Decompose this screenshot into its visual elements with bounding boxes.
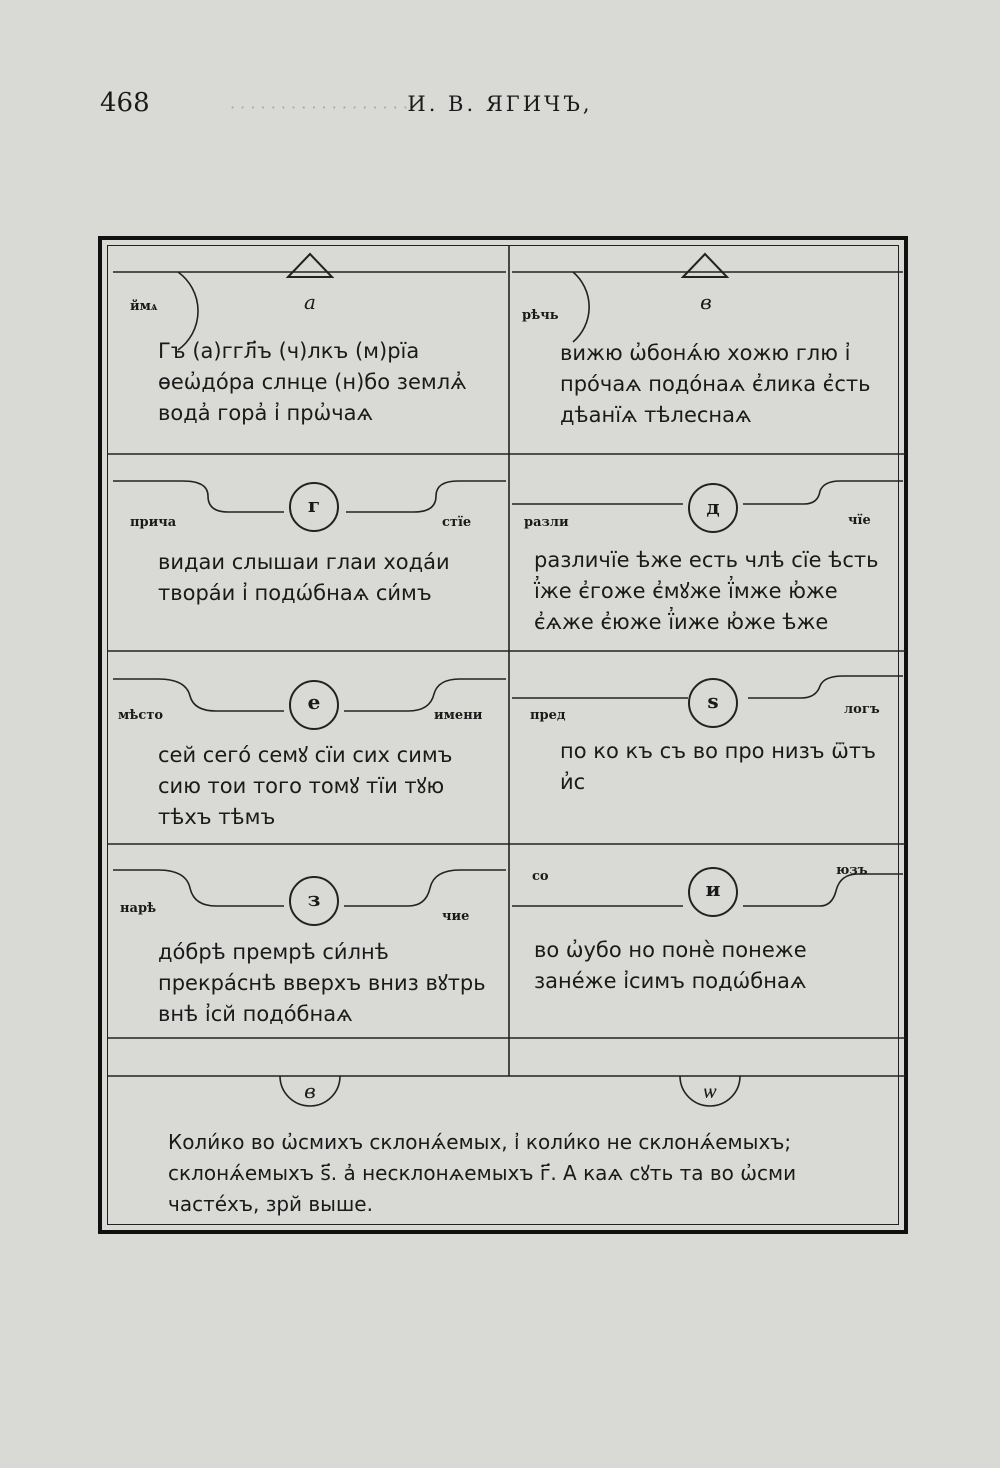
symbol-e: е [307,690,321,714]
symbol-bottom-left: в [304,1079,316,1103]
cell-text: по ко къ съ во про низъ ѿтъ и҆с [560,739,876,794]
cell-conjunctions [510,845,905,1037]
cell-text: различїе ѣже есть члѣ сїе ѣсть ї҆же є҆гоже є҆мꙋже ї҆мже ю҆же є҆ѧже є҆юже ї҆иже ю҆же ѣже [534,548,879,634]
cell-label-left: разли [524,515,569,530]
cell-article [510,455,905,650]
cell-text: Гъ (а)ггл҃ъ (ч)лкъ (м)рїа ѳеѡ҆дóра слнце (н)бо землѧ҆ вода҆ гора҆ і҆ прѡ҆чаѧ [158,339,467,425]
cell-text: сей сего́ семꙋ сїи сих симъ сию тои того томꙋ тїи тꙋю тѣхъ тѣмъ [158,743,453,829]
cell-text: вижю ѡ҆бонѧ́ю хожю глю і҆ про́чаѧ подо́наѧ є҆лика є҆сть дѣанїѧ тѣлеснаѧ [560,341,871,427]
cell-label-right: имени [434,708,483,723]
page-number: 468 [100,88,150,118]
cell-label-right: логъ [844,702,880,717]
cell-adverbs [108,845,508,1037]
symbol-z: з [307,887,321,911]
table-inner-border [107,245,899,1225]
cell-label-right: стїе [442,515,472,530]
table-frame [98,236,908,1234]
symbol-v: в [700,290,712,314]
running-head: И. В. ЯГИЧЪ, [407,92,593,116]
cell-participles [108,455,508,650]
summary-text: Коли́ко во ѡ҆смихъ склонѧ́емых, і҆ коли́ко не склонѧ́емыхъ; склонѧ́емыхъ ѕ҃. а҆ несклонѧемыхъ г҃. А каѧ сꙋть та во ѡ҆сми частéхъ, зрй выше. [168,1130,797,1216]
cell-label-right: юзъ [836,863,868,878]
cell-text: до́брѣ премрѣ си́лнѣ прекрáснѣ вверхъ вниз вꙋтрь внѣ і҆сй подо́бнаѧ [158,940,486,1026]
cell-label-left: прича [130,515,177,530]
symbol-a: а [304,290,316,314]
symbol-g: г [307,493,321,517]
cell-label-left: со [532,869,549,884]
cell-label-left: пред [530,708,566,723]
bleed-through-text: · · · · · · · · · · · · · · · · · · [230,98,409,117]
symbol-bottom-right: ѡ [703,1079,717,1103]
cell-label-left: ймѧ [130,299,158,314]
cell-label-right: чие [442,909,470,924]
cell-label-right: чїе [848,513,871,528]
cell-text: видаи слышаи глаи хода́и твора́и і҆ подѡ́бнаѧ си́мъ [158,550,450,605]
cell-nouns [108,246,508,453]
cell-label-left: мѣсто [118,708,164,723]
cell-label-left: рѣчь [522,308,559,323]
symbol-i: и [705,877,721,901]
symbol-d: д [706,495,720,519]
cell-verbs [510,246,905,453]
cell-label-left: нарѣ [120,901,157,916]
cell-summary [108,1077,905,1231]
cell-prepositions [510,652,905,843]
cell-text: во ѡ҆убо но понѐ понеже занéже і҆симъ подѡ́бнаѧ [534,938,807,993]
cell-pronouns [108,652,508,843]
symbol-dz: ѕ [707,689,719,713]
